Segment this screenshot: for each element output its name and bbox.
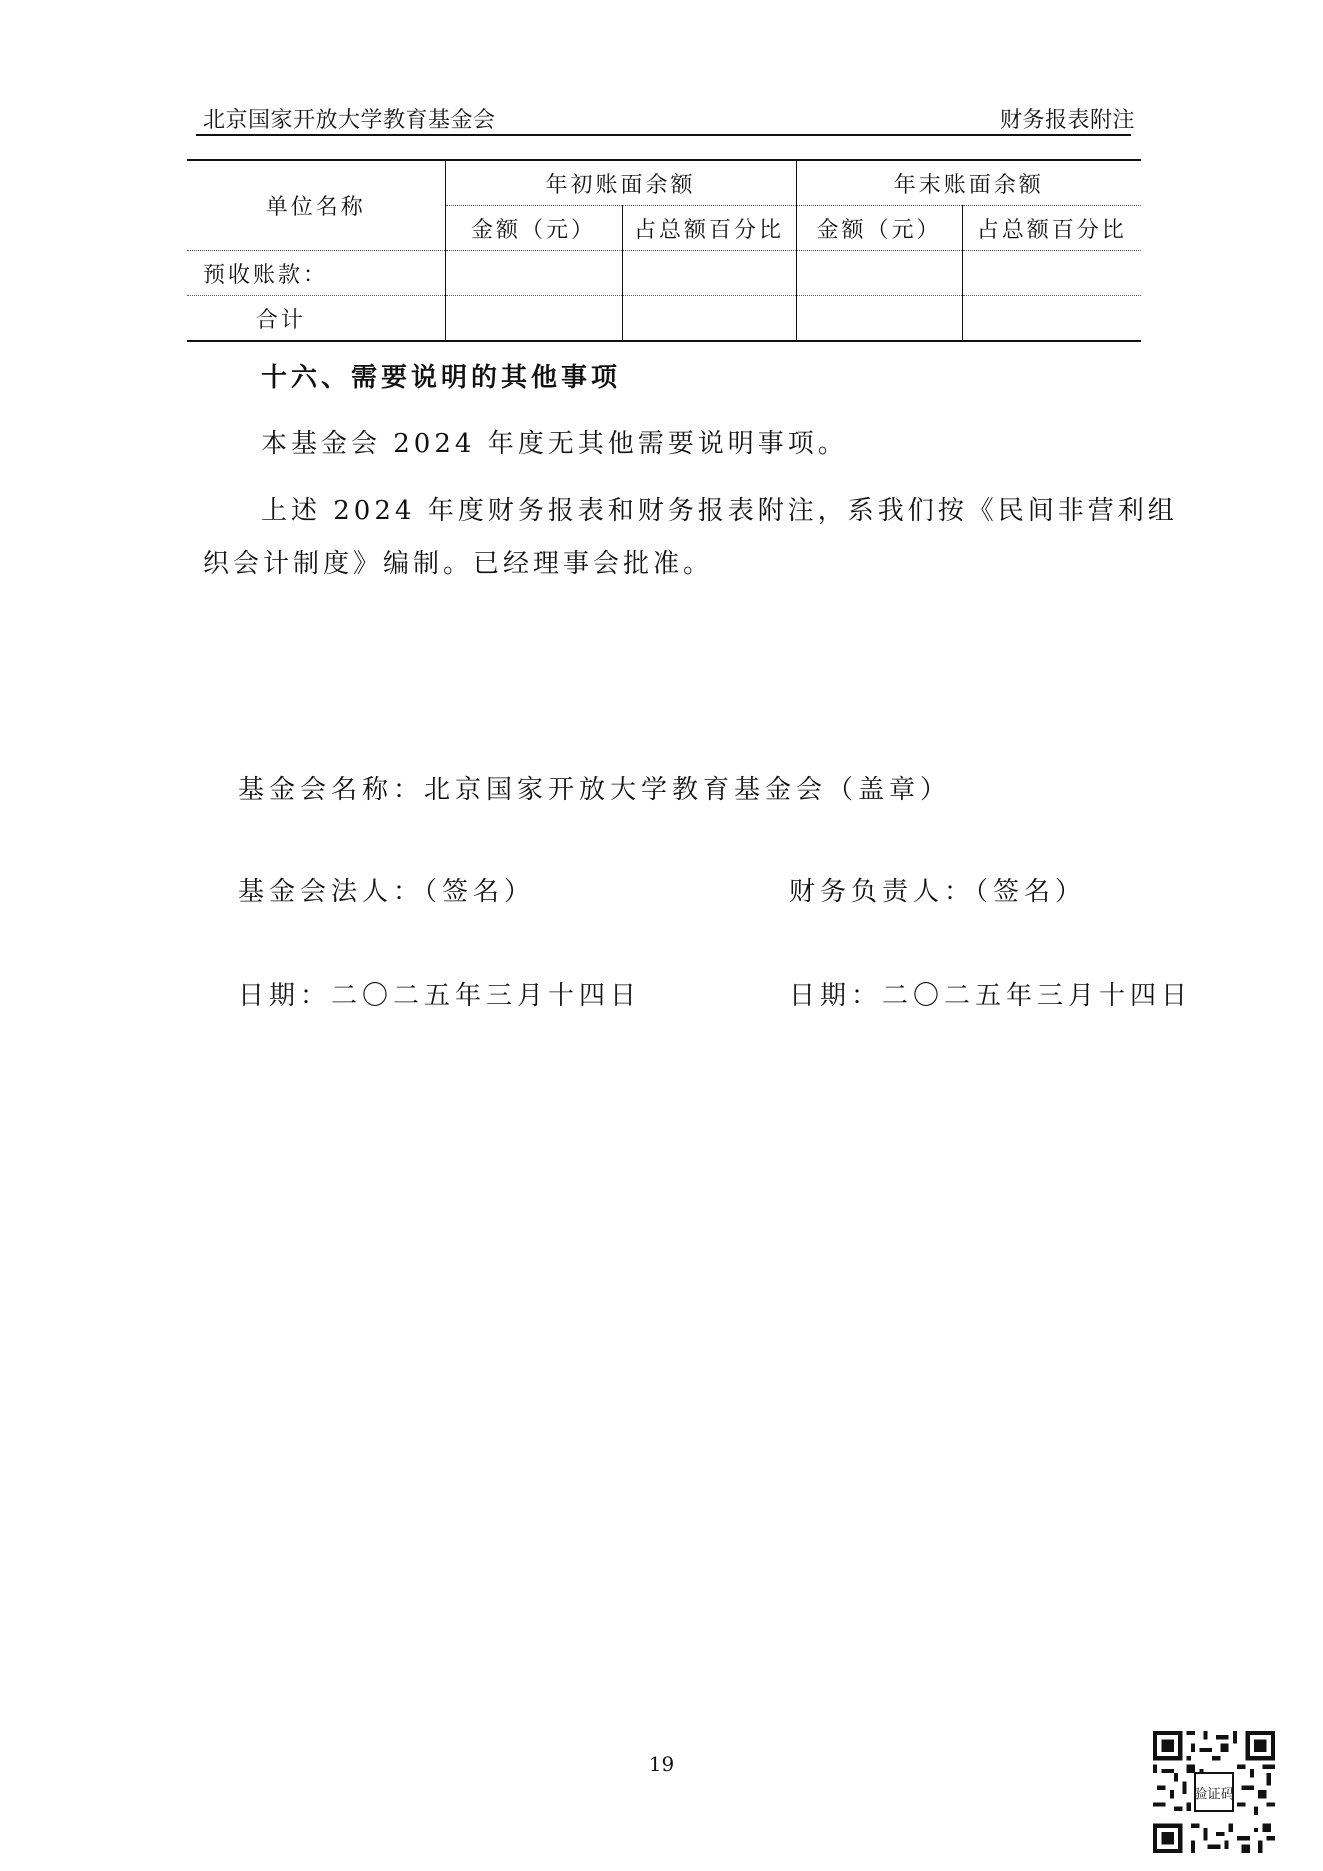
table-header-row (187, 160, 1141, 206)
qr-code-label: 验证码 (1193, 1787, 1235, 1803)
header-rule (196, 134, 1131, 136)
table-cell (622, 296, 796, 342)
paragraph-statement-line1: 上述 2024 年度财务报表和财务报表附注，系我们按《民间非营利组 (261, 496, 1178, 526)
header-org-name: 北京国家开放大学教育基金会 (203, 108, 496, 133)
closing-amount-header: 金额（元） (796, 206, 962, 251)
table-cell (622, 251, 796, 296)
paragraph-no-other-matters: 本基金会 2024 年度无其他需要说明事项。 (261, 429, 848, 459)
opening-percent-header: 占总额百分比 (622, 206, 796, 251)
page-number: 19 (648, 1752, 675, 1776)
legal-representative-signature: 基金会法人：（签名） (238, 877, 536, 907)
header-section-title: 财务报表附注 (999, 108, 1135, 133)
section-title: 十六、需要说明的其他事项 (261, 363, 622, 393)
table-cell (962, 251, 1141, 296)
table-cell (445, 296, 622, 342)
table-row (187, 251, 1141, 296)
closing-percent-header: 占总额百分比 (962, 206, 1141, 251)
table-cell (796, 296, 962, 342)
table-total-row (187, 296, 1141, 342)
table-cell (796, 251, 962, 296)
table-cell (962, 296, 1141, 342)
foundation-name-signature: 基金会名称：北京国家开放大学教育基金会（盖章） (238, 775, 952, 805)
opening-amount-header: 金额（元） (445, 206, 622, 251)
row-label: 预收账款： (187, 251, 445, 296)
date-right: 日期：二〇二五年三月十四日 (789, 981, 1193, 1011)
row-label-total: 合计 (187, 296, 445, 342)
date-left: 日期：二〇二五年三月十四日 (238, 981, 642, 1011)
qr-code-icon (1153, 1731, 1275, 1853)
unit-name-header: 单位名称 (187, 160, 445, 251)
finance-head-signature: 财务负责人：（签名） (789, 877, 1087, 907)
table-cell (445, 251, 622, 296)
opening-balance-header: 年初账面余额 (445, 160, 796, 206)
balance-table (187, 159, 1141, 342)
paragraph-statement-line2: 织会计制度》编制。已经理事会批准。 (203, 549, 714, 579)
closing-balance-header: 年末账面余额 (796, 160, 1141, 206)
